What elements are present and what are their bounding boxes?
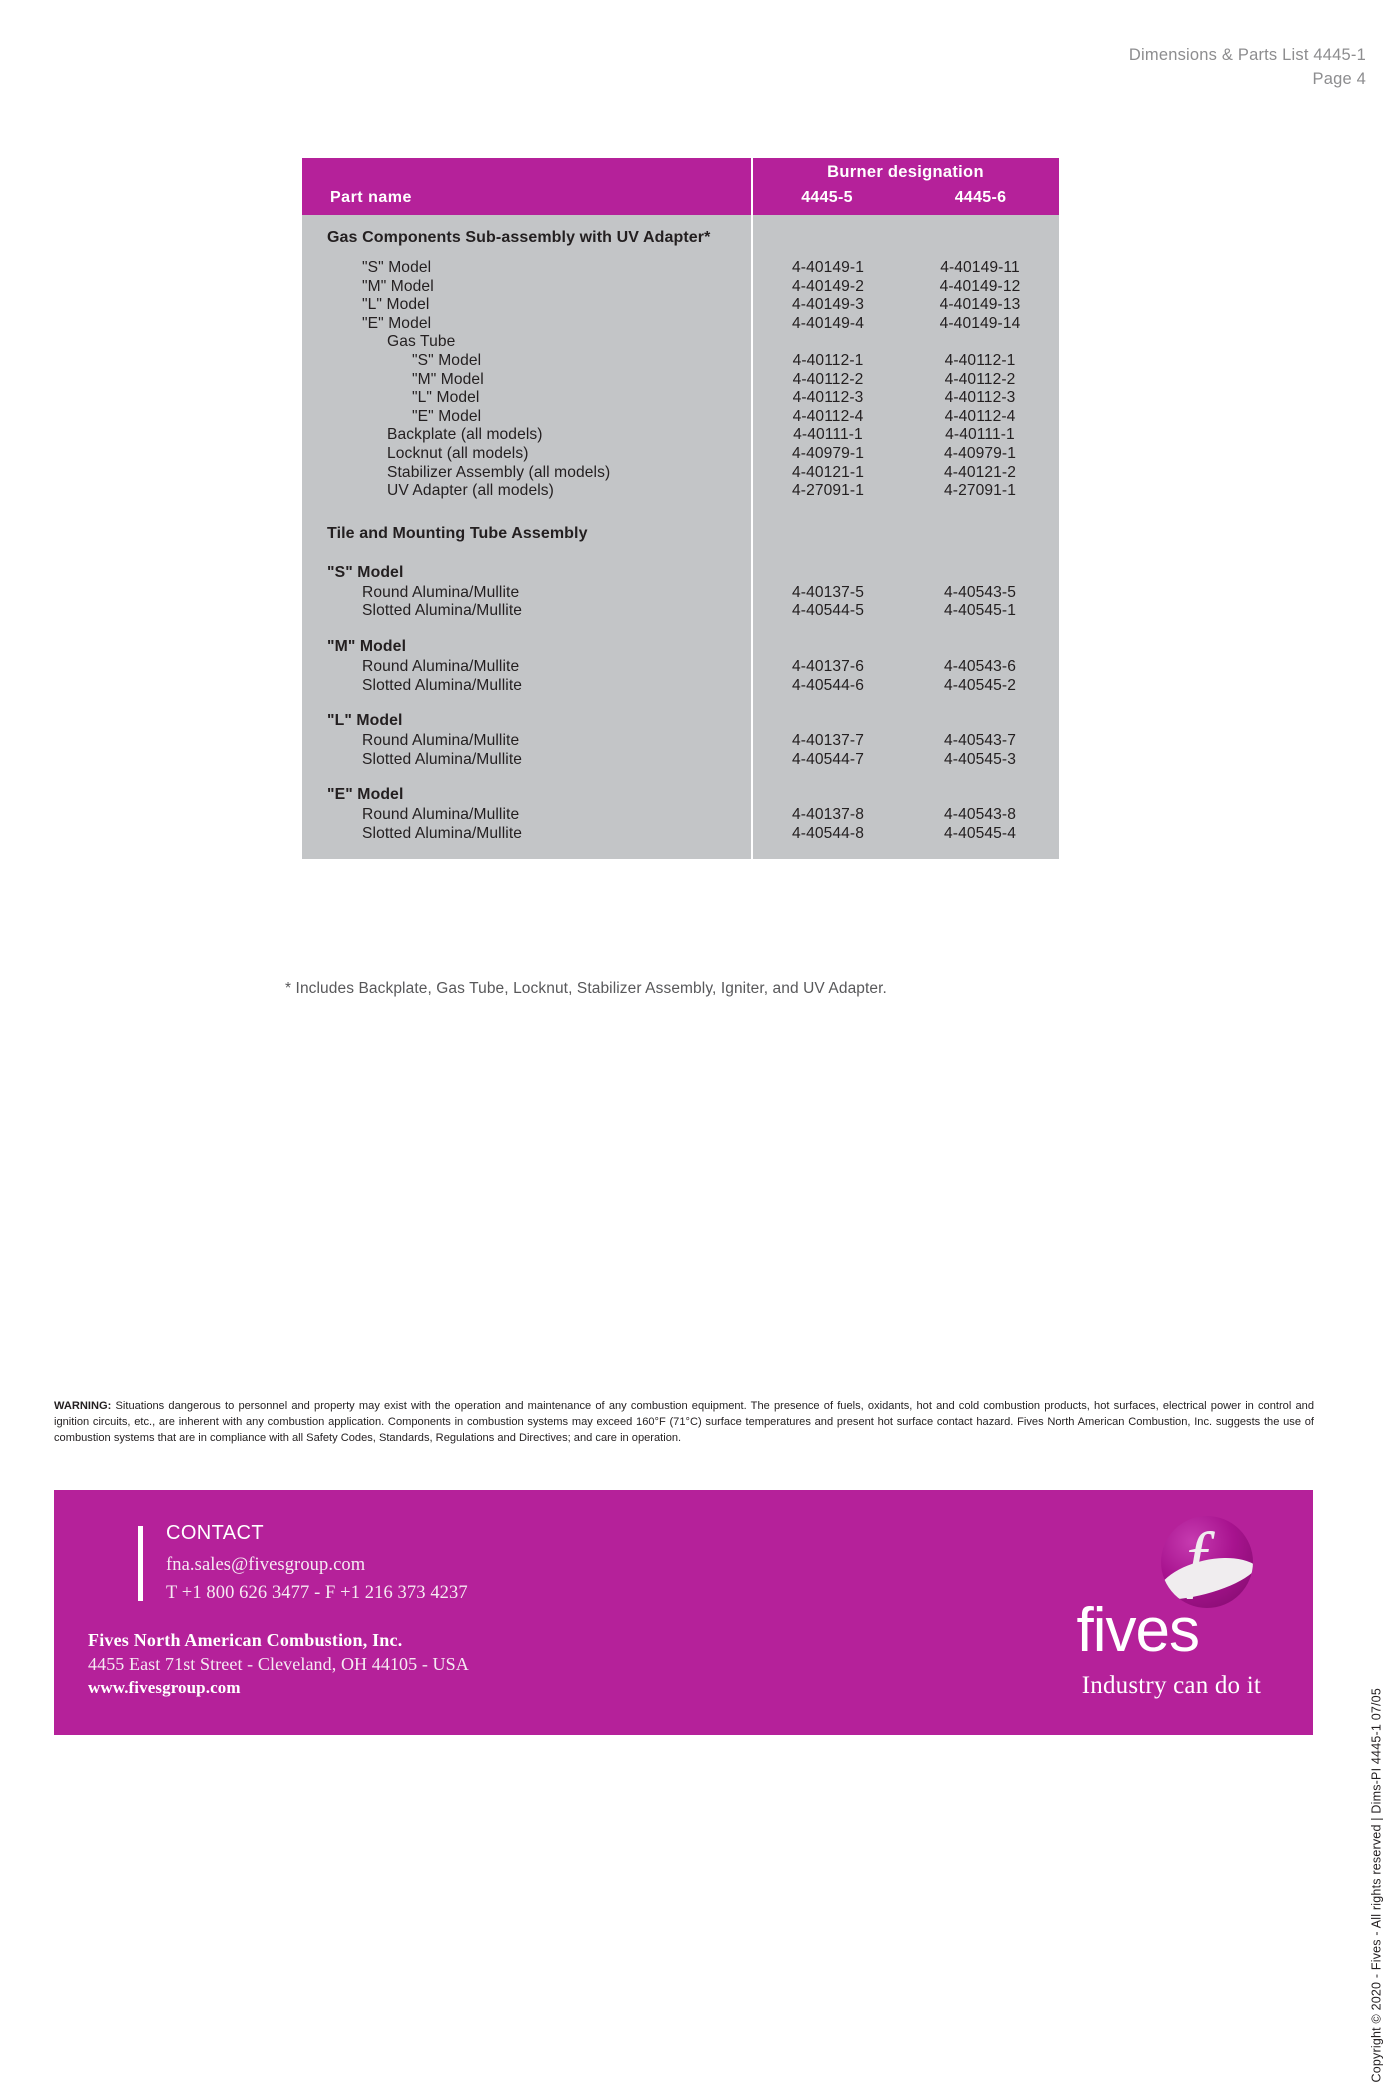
- row-label: Gas Tube: [387, 333, 456, 351]
- cell-4445-6: 4-40545-3: [944, 750, 1016, 768]
- part-name-column-header: Part name: [330, 189, 412, 206]
- company-website[interactable]: www.fivesgroup.com: [88, 1678, 241, 1697]
- row-label: Slotted Alumina/Mullite: [362, 824, 523, 842]
- row-spacer: [302, 251, 1059, 259]
- table-row: [302, 464, 1059, 483]
- row-label: "E" Model: [412, 407, 482, 425]
- table-row: [302, 445, 1059, 464]
- cell-4445-5: 4-40544-5: [792, 602, 864, 620]
- cell-4445-5: 4-40121-1: [792, 463, 864, 481]
- table-row: [302, 751, 1059, 770]
- row-spacer: [302, 621, 1059, 638]
- table-row: [302, 482, 1059, 501]
- row-label: "S" Model: [362, 259, 432, 276]
- table-row: [302, 296, 1059, 315]
- cell-4445-6: 4-40543-8: [944, 806, 1016, 824]
- table-row: [302, 426, 1059, 445]
- row-label: Slotted Alumina/Mullite: [362, 602, 523, 620]
- cell-4445-6: 4-40543-7: [944, 732, 1016, 750]
- row-label: "L" Model: [362, 296, 430, 314]
- fives-sphere-icon: [1161, 1516, 1253, 1608]
- table-row: [302, 584, 1059, 603]
- table-row: [302, 259, 1059, 278]
- fives-wordmark: fives: [1076, 1596, 1199, 1665]
- cell-4445-6: 4-40111-1: [945, 426, 1015, 444]
- row-label: Round Alumina/Mullite: [362, 806, 520, 824]
- contact-accent-bar: [138, 1526, 143, 1601]
- table-row: [302, 806, 1059, 825]
- cell-4445-6: 4-40149-12: [939, 277, 1021, 295]
- row-spacer: [302, 695, 1059, 712]
- cell-4445-5: 4-40112-2: [792, 370, 864, 388]
- cell-4445-5: 4-40149-1: [792, 259, 864, 276]
- fives-tagline: Industry can do it: [1081, 1672, 1261, 1699]
- table-model-heading: [302, 712, 1059, 732]
- cell-4445-6: 4-40149-14: [939, 314, 1021, 332]
- cell-4445-6: 4-40545-1: [944, 602, 1016, 620]
- cell-4445-5: 4-40112-4: [792, 407, 864, 425]
- row-label: Stabilizer Assembly (all models): [387, 463, 611, 481]
- cell-4445-5: 4-40544-8: [792, 824, 864, 842]
- row-label: "E" Model: [327, 786, 404, 804]
- table-row: [302, 333, 1059, 352]
- cell-4445-5: 4-40112-3: [792, 389, 864, 407]
- contact-phone: T +1 800 626 3477 - F +1 216 373 4237: [166, 1582, 468, 1603]
- row-label: "S" Model: [412, 351, 482, 369]
- cell-4445-6: 4-40543-5: [944, 583, 1016, 601]
- cell-4445-5: 4-40544-7: [792, 750, 864, 768]
- copyright-vertical: Copyright © 2020 - Fives - All rights reserved | Dims-PI 4445-1 07/05: [1369, 1688, 1383, 2082]
- row-label: Gas Components Sub-assembly with UV Adapter*: [327, 229, 711, 246]
- table-row: [302, 677, 1059, 696]
- row-label: UV Adapter (all models): [387, 482, 554, 500]
- table-row: [302, 732, 1059, 751]
- warning-text: Situations dangerous to personnel and property may exist with the operation and maintenance of any combustion equipment. The presence of fuels, oxidants, hot and cold combustion products, hot surfaces, electrical power in control and ignition circuits, etc., are inherent with any combustion application. Components in combustion systems may exceed 160°F (71°C) surface temperatures and present hot surface contact hazard. Fives North American Combustion, Inc. suggests the use of combustion systems that are in compliance with all Safety Codes, Standards, Regulations and Directives; and care in operation.: [54, 1400, 1314, 1445]
- fives-f-glyph: f: [1185, 1517, 1207, 1600]
- parts-table: [302, 158, 1059, 859]
- row-label: "M" Model: [362, 277, 434, 295]
- cell-4445-5: 4-40137-7: [792, 732, 864, 750]
- table-model-heading: [302, 564, 1059, 584]
- cell-4445-6: 4-40545-4: [944, 824, 1016, 842]
- cell-4445-6: 4-40149-11: [940, 259, 1020, 276]
- row-label: Round Alumina/Mullite: [362, 583, 520, 601]
- column-header-4445-6: 4445-6: [954, 189, 1007, 206]
- table-body: [302, 215, 1059, 859]
- cell-4445-5: 4-40544-6: [792, 676, 864, 694]
- table-section-heading: [302, 229, 1059, 251]
- table-row: [302, 602, 1059, 621]
- table-row: [302, 389, 1059, 408]
- row-spacer: [302, 501, 1059, 525]
- row-label: "L" Model: [412, 389, 480, 407]
- table-row: [302, 352, 1059, 371]
- cell-4445-5: 4-40111-1: [793, 426, 863, 444]
- warning-label: WARNING:: [54, 1400, 112, 1412]
- cell-4445-6: 4-40121-2: [944, 463, 1016, 481]
- fives-logo: [1031, 1516, 1261, 1721]
- row-label: Slotted Alumina/Mullite: [362, 750, 523, 768]
- cell-4445-5: 4-40149-4: [792, 314, 864, 332]
- cell-4445-5: 4-40979-1: [792, 444, 864, 462]
- table-section-heading: [302, 525, 1059, 547]
- cell-4445-6: 4-27091-1: [944, 482, 1016, 500]
- row-label: Backplate (all models): [387, 426, 543, 444]
- cell-4445-6: 4-40112-1: [944, 351, 1016, 369]
- table-model-heading: [302, 786, 1059, 806]
- cell-4445-6: 4-40149-13: [939, 296, 1021, 314]
- cell-4445-6: 4-40979-1: [944, 444, 1016, 462]
- row-label: "L" Model: [327, 712, 403, 730]
- row-label: "S" Model: [327, 563, 404, 581]
- table-row: [302, 825, 1059, 844]
- table-footnote: * Includes Backplate, Gas Tube, Locknut, Stabilizer Assembly, Igniter, and UV Adapter.: [285, 980, 887, 997]
- document-title: Dimensions & Parts List 4445-1: [1128, 46, 1366, 64]
- footer-band: [54, 1490, 1313, 1735]
- row-label: Round Alumina/Mullite: [362, 657, 520, 675]
- cell-4445-6: 4-40545-2: [944, 676, 1016, 694]
- warning-notice: [54, 1398, 1314, 1447]
- page-number: Page 4: [1312, 69, 1366, 88]
- cell-4445-6: 4-40543-6: [944, 657, 1016, 675]
- table-model-heading: [302, 638, 1059, 658]
- burner-designation-header: Burner designation: [827, 163, 984, 181]
- row-label: "E" Model: [362, 314, 432, 332]
- row-label: Round Alumina/Mullite: [362, 732, 520, 750]
- cell-4445-5: 4-40137-8: [792, 806, 864, 824]
- company-name: Fives North American Combustion, Inc.: [88, 1630, 403, 1650]
- cell-4445-5: 4-40112-1: [792, 351, 864, 369]
- cell-4445-6: 4-40112-3: [944, 389, 1016, 407]
- cell-4445-6: 4-40112-2: [944, 370, 1016, 388]
- table-row: [302, 658, 1059, 677]
- row-label: Slotted Alumina/Mullite: [362, 676, 523, 694]
- row-label: "M" Model: [327, 637, 407, 655]
- row-label: Locknut (all models): [387, 444, 529, 462]
- company-address: 4455 East 71st Street - Cleveland, OH 44105 - USA: [88, 1654, 469, 1674]
- row-label: "M" Model: [412, 370, 484, 388]
- company-block: [88, 1630, 469, 1698]
- row-label: Tile and Mounting Tube Assembly: [327, 524, 588, 542]
- table-row: [302, 315, 1059, 334]
- table-row: [302, 278, 1059, 297]
- cell-4445-5: 4-40137-6: [792, 657, 864, 675]
- cell-4445-5: 4-40149-2: [792, 277, 864, 295]
- page-header: [1129, 44, 1366, 92]
- table-header: [302, 158, 1059, 215]
- table-row: [302, 371, 1059, 390]
- contact-block: [166, 1522, 468, 1608]
- column-header-4445-5: 4445-5: [801, 189, 853, 206]
- cell-4445-5: 4-40137-5: [792, 583, 864, 601]
- contact-email[interactable]: fna.sales@fivesgroup.com: [166, 1555, 366, 1575]
- row-spacer: [302, 769, 1059, 786]
- cell-4445-5: 4-27091-1: [792, 482, 864, 500]
- table-row: [302, 408, 1059, 427]
- cell-4445-5: 4-40149-3: [792, 296, 864, 314]
- contact-title: CONTACT: [166, 1522, 264, 1544]
- row-spacer: [302, 547, 1059, 564]
- cell-4445-6: 4-40112-4: [944, 407, 1016, 425]
